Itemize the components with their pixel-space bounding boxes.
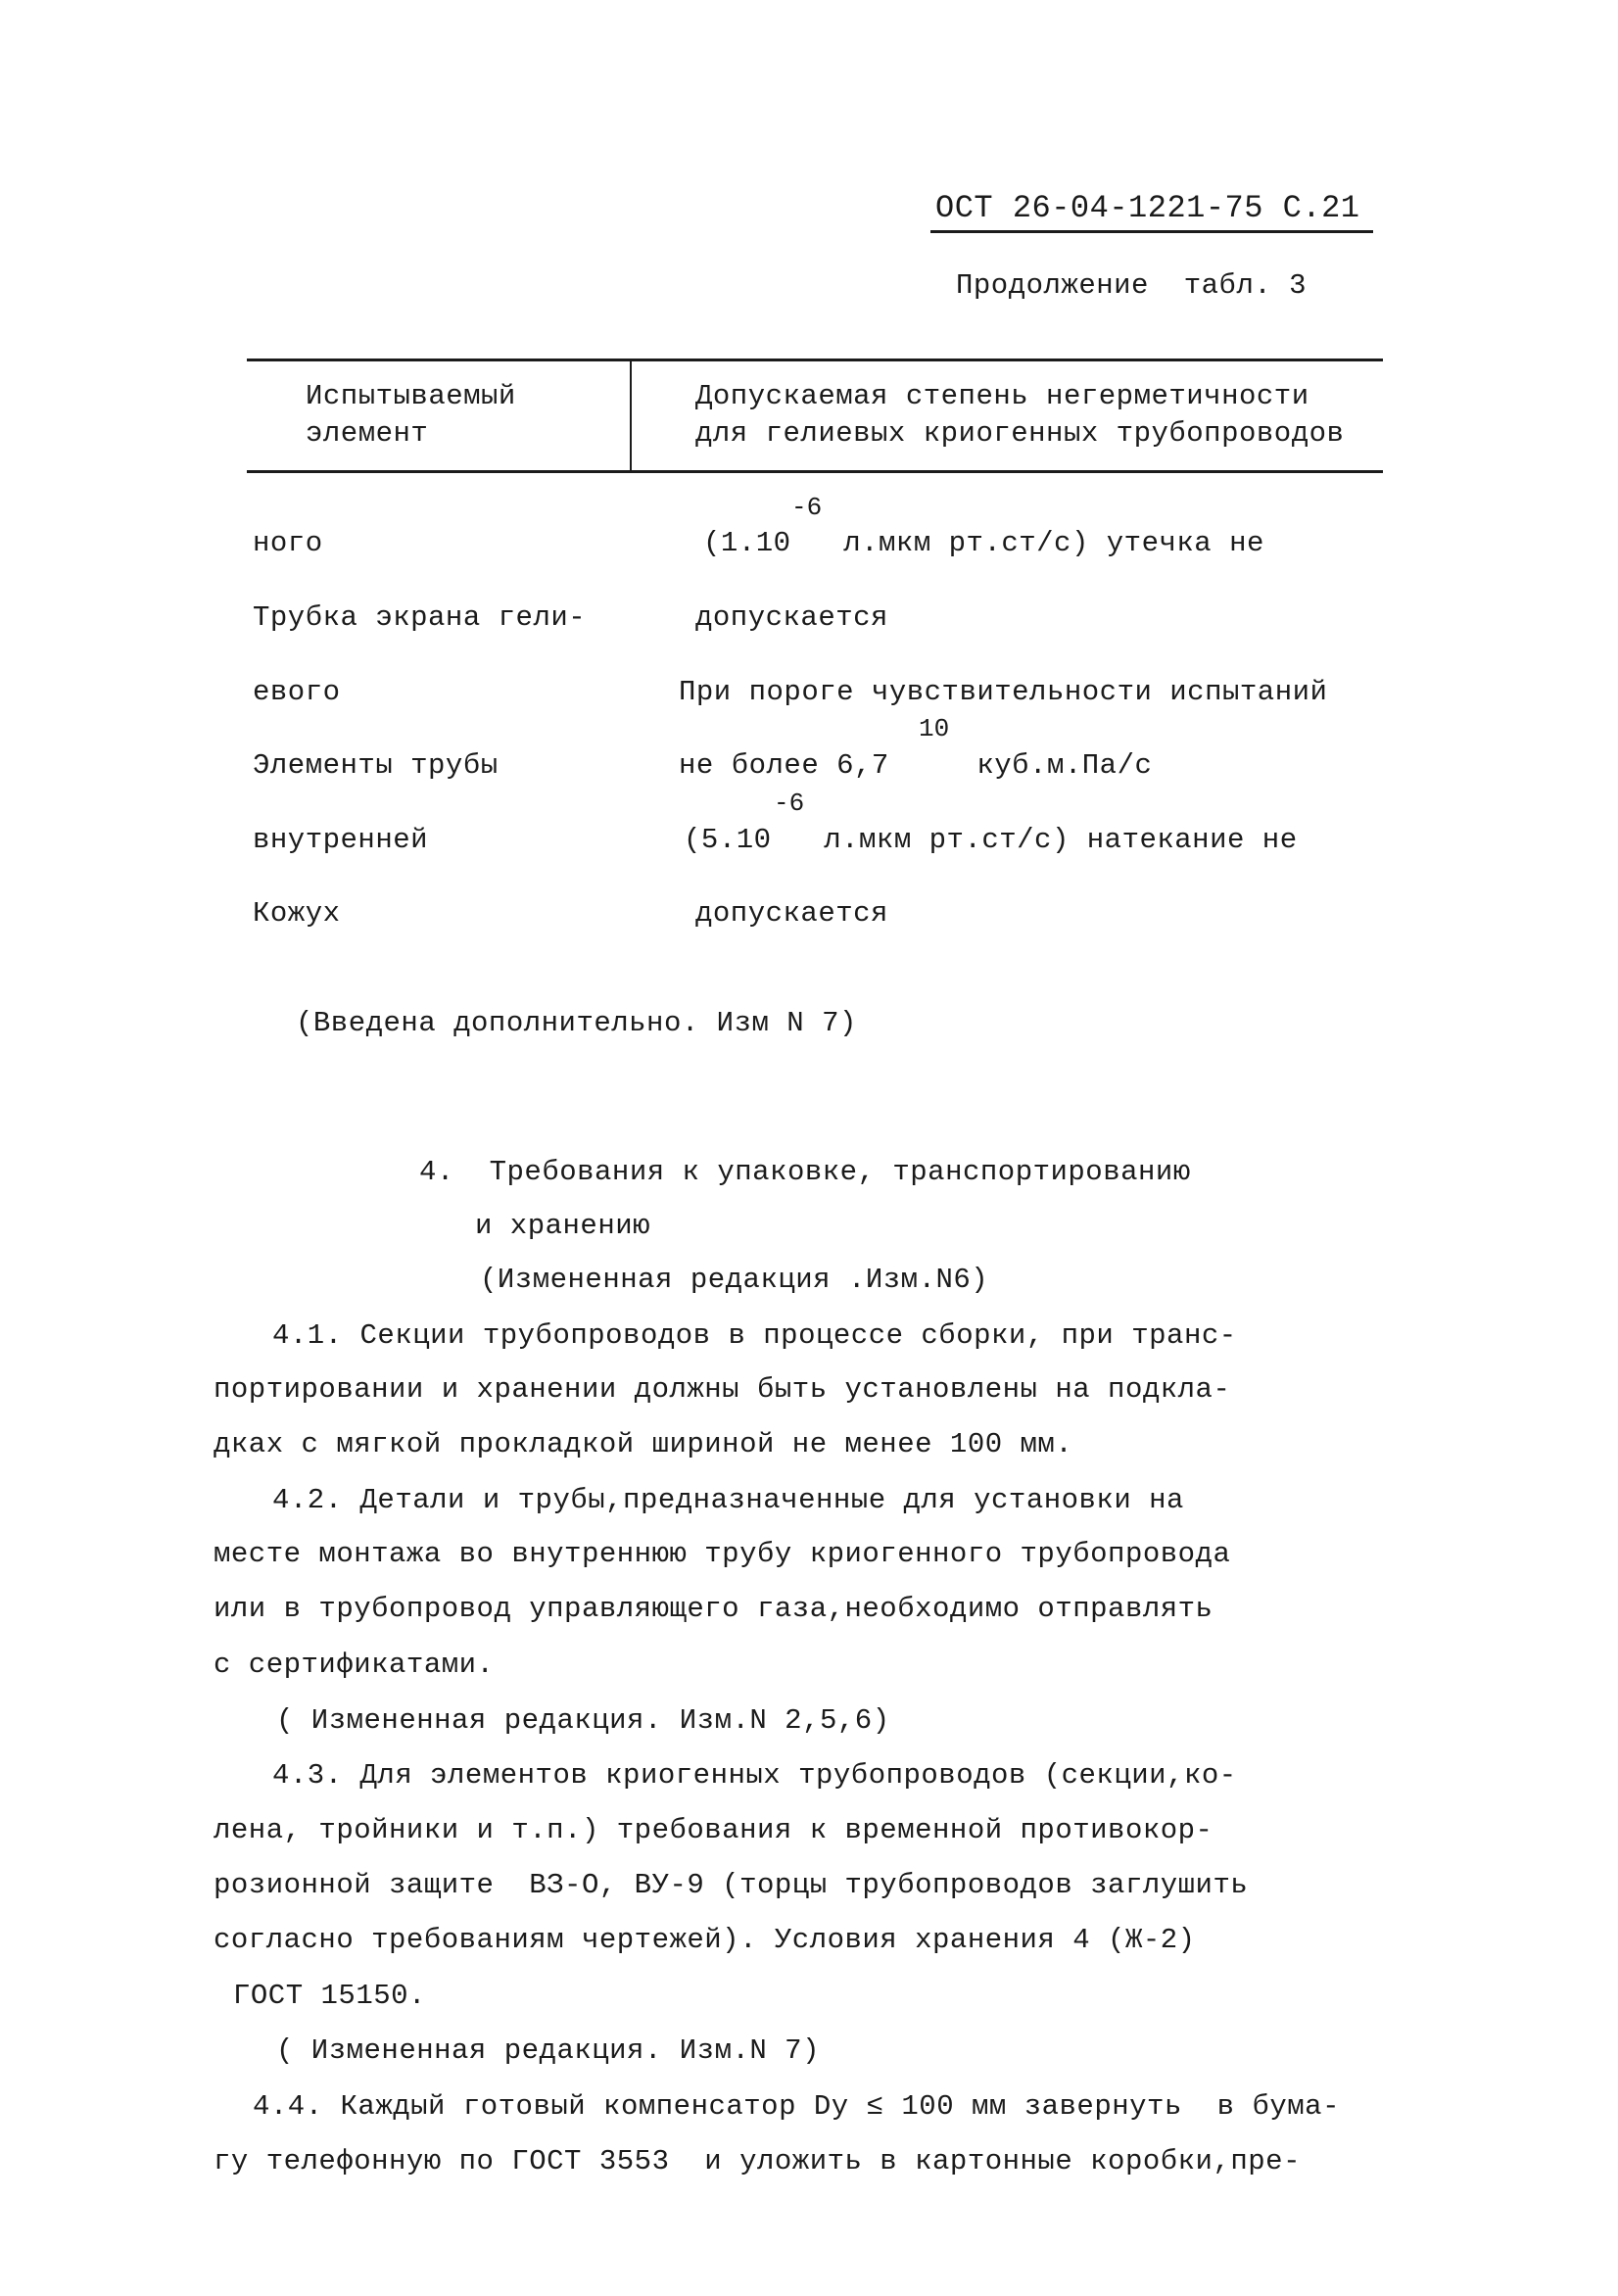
table-row-element: ного	[253, 527, 323, 559]
paragraph-line: дках с мягкой прокладкой шириной не менее 100 мм.	[214, 1428, 1073, 1460]
table-row-element: евого	[253, 676, 341, 708]
paragraph-line: гу телефонную по ГОСТ 3553 и уложить в картонные коробки,пре-	[214, 2145, 1301, 2177]
paragraph-line: месте монтажа во внутреннюю трубу криогенного трубопровода	[214, 1538, 1231, 1570]
table-top-rule	[247, 359, 1383, 361]
leakage-value-line: При пороге чувствительности испытаний	[679, 676, 1328, 708]
table-row-element: Элементы трубы	[253, 749, 499, 782]
paragraph-line: 4.4. Каждый готовый компенсатор Dу ≤ 100 мм завернуть в бума-	[253, 2090, 1340, 2123]
paragraph-line: 4.2. Детали и трубы,предназначенные для установки на	[272, 1484, 1184, 1516]
table-row-element: Трубка экрана гели-	[253, 601, 587, 634]
table-row-element: Кожух	[253, 897, 341, 930]
leakage-value-line: не более 6,7 куб.м.Па/с	[679, 749, 1153, 782]
col2-header-line2: для гелиевых криогенных трубопроводов	[695, 417, 1345, 450]
table-row-element: внутренней	[253, 824, 429, 856]
col1-header-line2: элемент	[306, 417, 429, 450]
table-continuation-label: Продолжение табл. 3	[956, 269, 1308, 302]
exponent-label: -6	[791, 493, 823, 522]
paragraph-line: с сертификатами.	[214, 1649, 495, 1681]
leakage-value-line: допускается	[695, 601, 888, 634]
table-header-bottom-rule	[247, 470, 1383, 473]
leakage-value-line: допускается	[695, 897, 888, 930]
paragraph-line: согласно требованиям чертежей). Условия хранения 4 (Ж-2)	[214, 1924, 1196, 1956]
col1-header-line1: Испытываемый	[306, 380, 516, 412]
section-amendment-note: (Измененная редакция .Изм.N6)	[480, 1264, 989, 1296]
leakage-value-line: (5.10 л.мкм рт.ст/с) натекание не	[684, 824, 1298, 856]
table-column-divider	[630, 360, 632, 472]
exponent-label: 10	[919, 714, 950, 743]
document-id-underline	[930, 230, 1373, 233]
paragraph-line: розионной защите ВЗ-О, ВУ-9 (торцы трубопроводов заглушить	[214, 1869, 1249, 1901]
document-id: ОСТ 26-04-1221-75 С.21	[935, 190, 1360, 226]
paragraph-line: ( Измененная редакция. Изм.N 7)	[276, 2034, 820, 2067]
paragraph-line: лена, тройники и т.п.) требования к временной противокор-	[214, 1814, 1214, 1846]
exponent-label: -6	[774, 789, 805, 818]
paragraph-line: ГОСТ 15150.	[233, 1980, 426, 2012]
section-heading-continued: и хранению	[475, 1210, 651, 1242]
section-heading: 4. Требования к упаковке, транспортированию	[419, 1156, 1191, 1188]
paragraph-line: или в трубопровод управляющего газа,необходимо отправлять	[214, 1593, 1214, 1625]
paragraph-line: ( Измененная редакция. Изм.N 2,5,6)	[276, 1704, 890, 1737]
paragraph-line: 4.3. Для элементов криогенных трубопроводов (секции,ко-	[272, 1759, 1237, 1792]
paragraph-line: 4.1. Секции трубопроводов в процессе сборки, при транс-	[272, 1319, 1237, 1352]
col2-header-line1: Допускаемая степень негерметичности	[695, 380, 1309, 412]
leakage-value-line: (1.10 л.мкм рт.ст/с) утечка не	[703, 527, 1264, 559]
amendment-note: (Введена дополнительно. Изм N 7)	[296, 1007, 857, 1039]
paragraph-line: портировании и хранении должны быть установлены на подкла-	[214, 1373, 1231, 1406]
